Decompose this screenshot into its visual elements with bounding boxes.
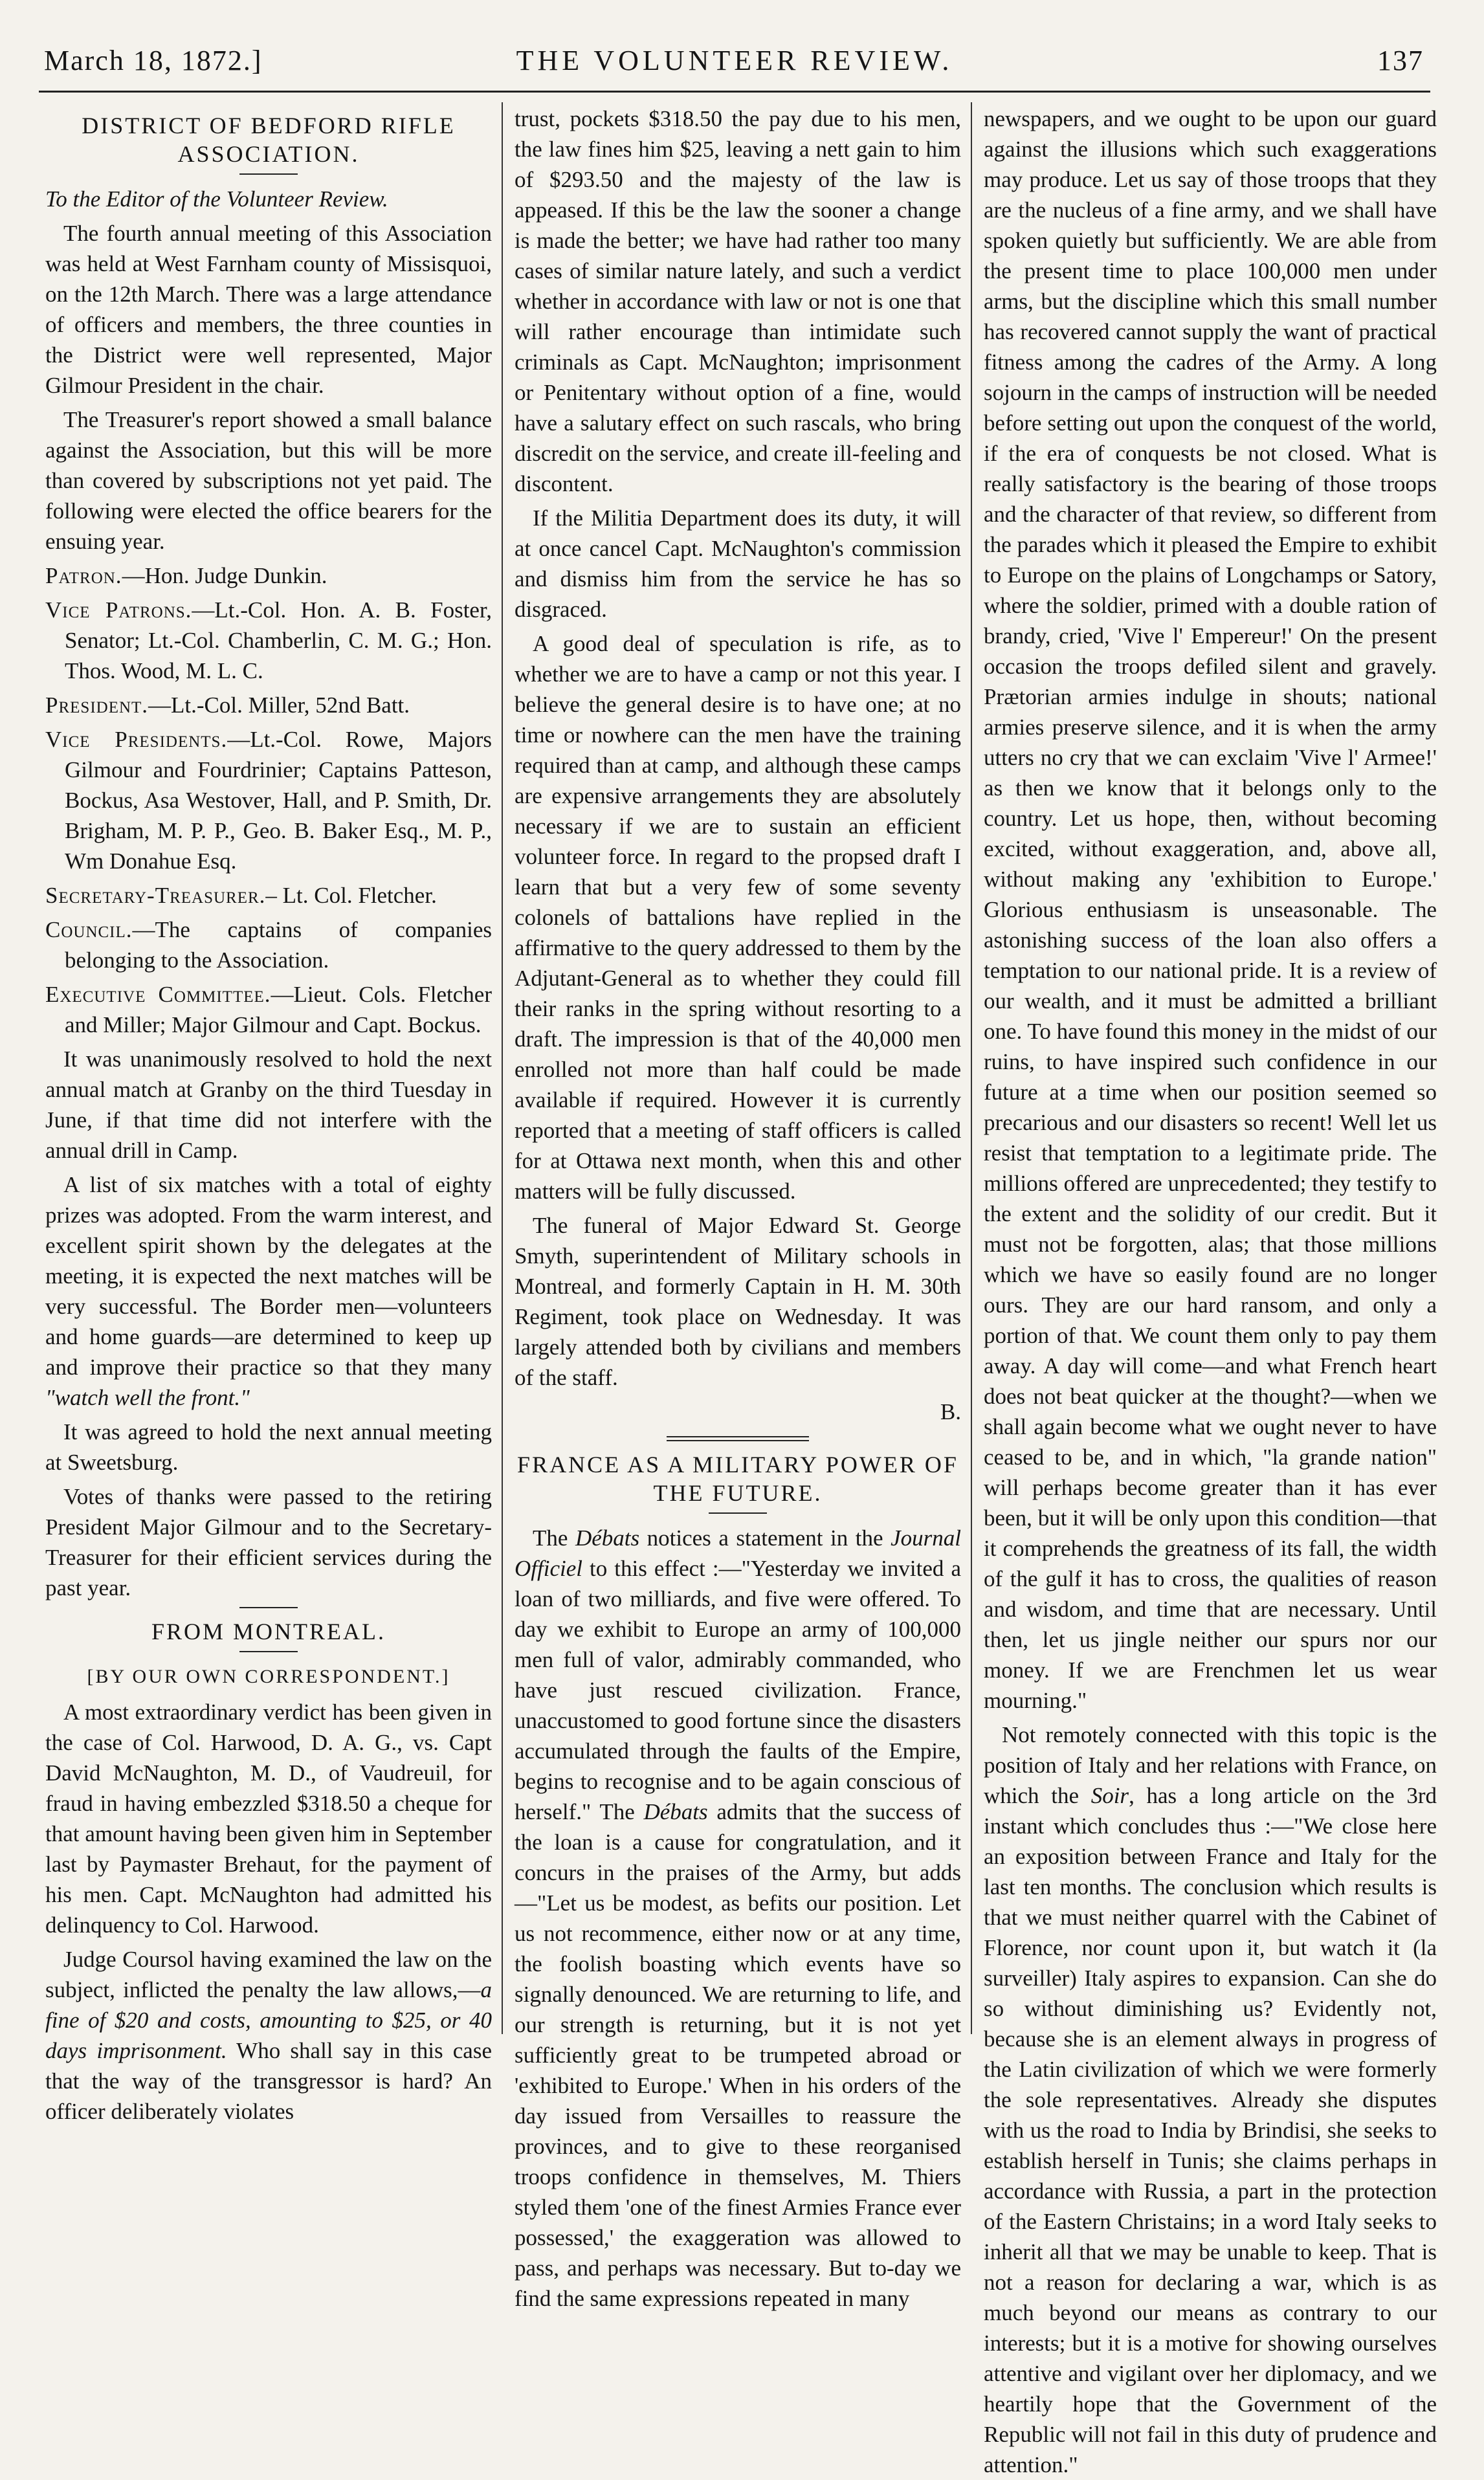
paragraph: The fourth annual meeting of this Association was held at West Farnham county of Missisquoi, on the 12th March. There was a large attendance of officers and members, the three counties in the District were well represented, Major Gilmour President in the chair. xyxy=(45,221,492,398)
issue-date: March 18, 1872.] xyxy=(44,45,263,76)
paragraph: The Treasurer's report showed a small balance against the Association, but this will be more than covered by subscriptions not yet paid. The following were elected the office bearers for the ensuing year. xyxy=(45,407,492,554)
officer-text: – Lt. Col. Fletcher. xyxy=(265,883,437,908)
paragraph: It was unanimously resolved to hold the next annual match at Granby on the third Tuesday in June, if that time did not interfere with the annual drill in Camp. xyxy=(45,1046,492,1163)
column-2 xyxy=(515,104,961,2311)
officer-title: Vice Presidents. xyxy=(45,727,228,752)
officer-title: Secretary-Treasurer. xyxy=(45,883,266,908)
paragraph-text: , has a long article on the 3rd instant which concludes thus :—"We close here an exposition between France and Italy for the last ten months. The conclusion which results is that we must neither quarrel with the Cabinet of Florence, nor count upon it, but watch it (la surveiller) Italy aspires to expansion. Can she do so without diminishing us? Evidently not, because she is an element always in progress of the Latin civilization of which we were formerly the sole representatives. Already she disputes with us the road to India by Brindisi, she seeks to establish herself in Tunis; she claims perhaps in accordance with Russia, a part in the protection of the Eastern Christains; in a word Italy seeks to inherit all that we may be unable to keep. That is not a reason for declaring a war, which is as much beyond our means as contrary to our interests; but it is a motive for showing ourselves attentive and vigilant over her diplomacy, and we heartily hope that the Government of the Republic will not fail in this duty of prudence and attention." xyxy=(984,1783,1437,2477)
officer-text: —The captains of companies belonging to the Association. xyxy=(65,917,492,973)
publication-name: Soir xyxy=(1091,1783,1129,1808)
publication-name: Journal Officiel xyxy=(515,1525,961,1581)
letter-addressee: To the Editor of the Volunteer Review. xyxy=(45,186,388,212)
paragraph xyxy=(984,1720,1437,2480)
heading-rule xyxy=(709,1512,767,1514)
paragraph: A good deal of speculation is rife, as to whether we are to have a camp or not this year. I believe the general desire is to have one; at no time or nowhere can the men have the training required than at camp, and although these camps are expensive arrangements they are absolutely necessary if we are to sustain an efficient volunteer force. In regard to the propsed draft I learn that but a very few of some seventy colonels of battalions have replied in the affirmative to the query addressed to them by the Adjutant-General as to whether they could fill their ranks in the spring without resorting to a draft. The impression is that of the 40,000 men enrolled not more than half could be made available if required. However it is currently reported that a meeting of staff officers is called for at Ottawa next month, when this and other matters will be fully discussed. xyxy=(515,631,961,1204)
paragraph: If the Militia Department does its duty, it will at once cancel Capt. McNaughton's commission and dismiss him from the service he has so disgraced. xyxy=(515,505,961,622)
paragraph: The funeral of Major Edward St. George Smyth, superintendent of Military schools in Montreal, and formerly Captain in H. M. 30th Regiment, took place on Wednesday. It was largely attended both by civilians and members of the staff. xyxy=(515,1213,961,1390)
paragraph-text: Not remotely connected with this topic is the position of Italy and her relations with France, on which the xyxy=(984,1722,1437,1808)
publication-name: Débats xyxy=(643,1799,708,1824)
heading-rule xyxy=(239,1651,298,1652)
heading-rule xyxy=(239,173,298,175)
officer-text: —Lt.-Col. Hon. A. B. Foster, Senator; Lt.-Col. Chamberlin, C. M. G.; Hon. Thos. Wood, M. L. C. xyxy=(65,597,492,683)
officer-entry xyxy=(45,690,492,720)
officer-entry xyxy=(45,880,492,911)
paragraph xyxy=(515,1523,961,2314)
officer-text: —Hon. Judge Dunkin. xyxy=(122,563,327,588)
paragraph xyxy=(45,1944,492,2127)
article-heading-montreal: FROM MONTREAL. xyxy=(151,1619,386,1644)
officer-text: —Lt.-Col. Miller, 52nd Batt. xyxy=(148,692,410,718)
officer-entry xyxy=(45,914,492,975)
paragraph-text: to this effect :—"Yesterday we invited a loan of two milliards, and five were offered. To day we exhibit to Europe an army of 100,000 men full of valor, admirably commanded, who have just rescued civilization. France, unaccustomed to good fortune since the disasters accumulated through the faults of the Empire, begins to recognise and to be again conscious of herself." The xyxy=(515,1556,961,1824)
page-number: 137 xyxy=(1377,45,1424,76)
byline: [BY OUR OWN CORRESPONDENT.] xyxy=(87,1666,450,1687)
paragraph-text: Judge Coursol having examined the law on the subject, inflicted the penalty the law allows,— xyxy=(45,1947,492,2002)
paragraph-text: A list of six matches with a total of eighty prizes was adopted. From the warm interest, and excellent spirit shown by the delegates at the meeting, it is expected the next matches will be very successful. The Border men—volunteers and home guards—are determined to keep up and improve their practice so that they many xyxy=(45,1172,492,1380)
signature: B. xyxy=(940,1399,961,1424)
column-1 xyxy=(45,104,493,2124)
paragraph-text: Who shall say in this case that the way of the transgressor is hard? An officer deliberately violates xyxy=(45,2038,492,2124)
italic-text: a fine of $20 and costs, amounting to $25, or 40 days imprisonment. xyxy=(45,1977,492,2063)
column-3 xyxy=(984,104,1437,2477)
paragraph: Votes of thanks were passed to the retiring President Major Gilmour and to the Secretary-Treasurer for their efficient services during the past year. xyxy=(45,1484,492,1600)
publication-name: Débats xyxy=(575,1525,640,1551)
officer-title: Vice Patrons. xyxy=(45,597,192,623)
newspaper-title: THE VOLUNTEER REVIEW. xyxy=(516,45,953,76)
quote-text: "watch well the front." xyxy=(45,1385,250,1410)
officer-title: Patron. xyxy=(45,563,122,588)
officer-text: —Lt.-Col. Rowe, Majors Gilmour and Fourdrinier; Captains Patteson, Bockus, Asa Westover, Hall, and P. Smith, Dr. Brigham, M. P. P., Geo. B. Baker Esq., M. P., Wm Donahue Esq. xyxy=(65,727,492,874)
paragraph xyxy=(45,1169,492,1413)
article-heading-bedford: DISTRICT OF BEDFORD RIFLE ASSOCIATION. xyxy=(82,113,456,167)
officer-entry xyxy=(45,560,492,591)
column-rule xyxy=(502,102,503,2034)
officer-title: Executive Committee. xyxy=(45,982,271,1007)
section-rule xyxy=(239,1607,298,1608)
section-rule xyxy=(667,1436,809,1441)
officer-text: —Lieut. Cols. Fletcher and Miller; Major Gilmour and Capt. Bockus. xyxy=(65,982,493,1037)
paragraph: trust, pockets $318.50 the pay due to his men, the law fines him $25, leaving a nett gain to him of $293.50 and the majesty of the law is appeased. If this be the law the sooner a change is made the better; we have had rather too many cases of similar nature lately, and such a verdict whether in accordance with law or not is one that will rather encourage than intimidate such criminals as Capt. McNaughton; imprisonment or Penitentary without option of a fine, would have a salutary effect on such rascals, who bring discredit on the service, and create ill-feeling and discontent. xyxy=(515,106,961,496)
paragraph: It was agreed to hold the next annual meeting at Sweetsburg. xyxy=(45,1419,492,1475)
paragraph: newspapers, and we ought to be upon our guard against the illusions which such exaggerations may produce. Let us say of those troops that they are the nucleus of a fine army, and we shall have spoken quietly but sufficiently. We are able from the present time to place 100,000 men under arms, but the discipline which this small number has recovered cannot supply the want of practical fitness among the cadres of the Army. A long sojourn in the camps of instruction will be needed before setting out upon the conquest of the world, if the era of conquests be not closed. What is really satisfactory is the bearing of those troops and the character of that review, so different from the parades which it pleased the Empire to exhibit to Europe on the plains of Longchamps or Satory, where the soldier, primed with a double ration of brandy, cried, 'Vive l' Empereur!' On the present occasion the troops defiled silent and gravely. Prætorian armies indulge in shouts; national armies preserve silence, and it is when the army utters no cry that we can exclaim 'Vive l' Armee!' as then we know that it belongs only to the country. Let us hope, then, without becoming excited, without exaggeration, and, above all, without making any 'exhibition to Europe.' Glorious enthusiasm is unseasonable. The astonishing success of the loan also offers a temptation to our national pride. It is a review of our wealth, and it must be admitted a brilliant one. To have found this money in the midst of our ruins, to have inspired such confidence in our future at a time when our position seemed so precarious and our disasters so recent! Well let us resist that temptation to a legitimate pride. The millions offered are unprecedented; they testify to the extent and the solidity of our credit. But it must not be forgotten, alas; that those millions which we have so easily found are no longer ours. They are our hard ransom, and only a portion of that. We count them only to pay them away. A day will come—and what French heart does not beat quicker at the thought?—when we shall again become what we ought never to have ceased to be, and in which, "la grande nation" will perhaps become greater than it has ever been, but it will be only upon this condition—that it comprehends the greatness of its fall, the width of the gulf it has to cross, the qualities of reason and wisdom, and time that are necessary. Until then, let us jingle neither our spurs nor our money. If we are Frenchmen let us wear mourning." xyxy=(984,106,1437,1713)
article-heading-france: FRANCE AS A MILITARY POWER OF THE FUTURE. xyxy=(517,1452,958,1506)
officer-title: Council. xyxy=(45,917,133,942)
paragraph-text: admits that the success of the loan is a cause for congratulation, and it concurs in the praises of the Army, but adds—"Let us be modest, as befits our position. Let us not recommence, either now or at any time, the foolish boasting which events have so signally denounced. We are returning to life, and our strength is returning, but it is not yet sufficiently great to be trumpeted abroad or 'exhibited to Europe.' When in his orders of the day issued from Versailles to reassure the provinces, and to give to these reorganised troops confidence in themselves, M. Thiers styled them 'one of the finest Armies France ever possessed,' the exaggeration was allowed to pass, and perhaps was necessary. But to-day we find the same expressions repeated in many xyxy=(515,1799,961,2311)
column-rule xyxy=(971,102,972,2034)
officer-entry xyxy=(45,979,492,1040)
masthead xyxy=(39,39,1430,93)
officer-entry xyxy=(45,724,492,876)
paragraph-text: The xyxy=(533,1525,575,1551)
officer-entry xyxy=(45,595,492,686)
officer-title: President. xyxy=(45,692,149,718)
paragraph: A most extraordinary verdict has been given in the case of Col. Harwood, D. A. G., vs. Capt David McNaughton, M. D., of Vaudreuil, for fraud in having embezzled $318.50 a cheque for that amount having been given him in September last by Paymaster Brehaut, for the payment of his men. Capt. McNaughton had admitted his delinquency to Col. Harwood. xyxy=(45,1699,492,1938)
paragraph-text: notices a statement in the xyxy=(639,1525,891,1551)
